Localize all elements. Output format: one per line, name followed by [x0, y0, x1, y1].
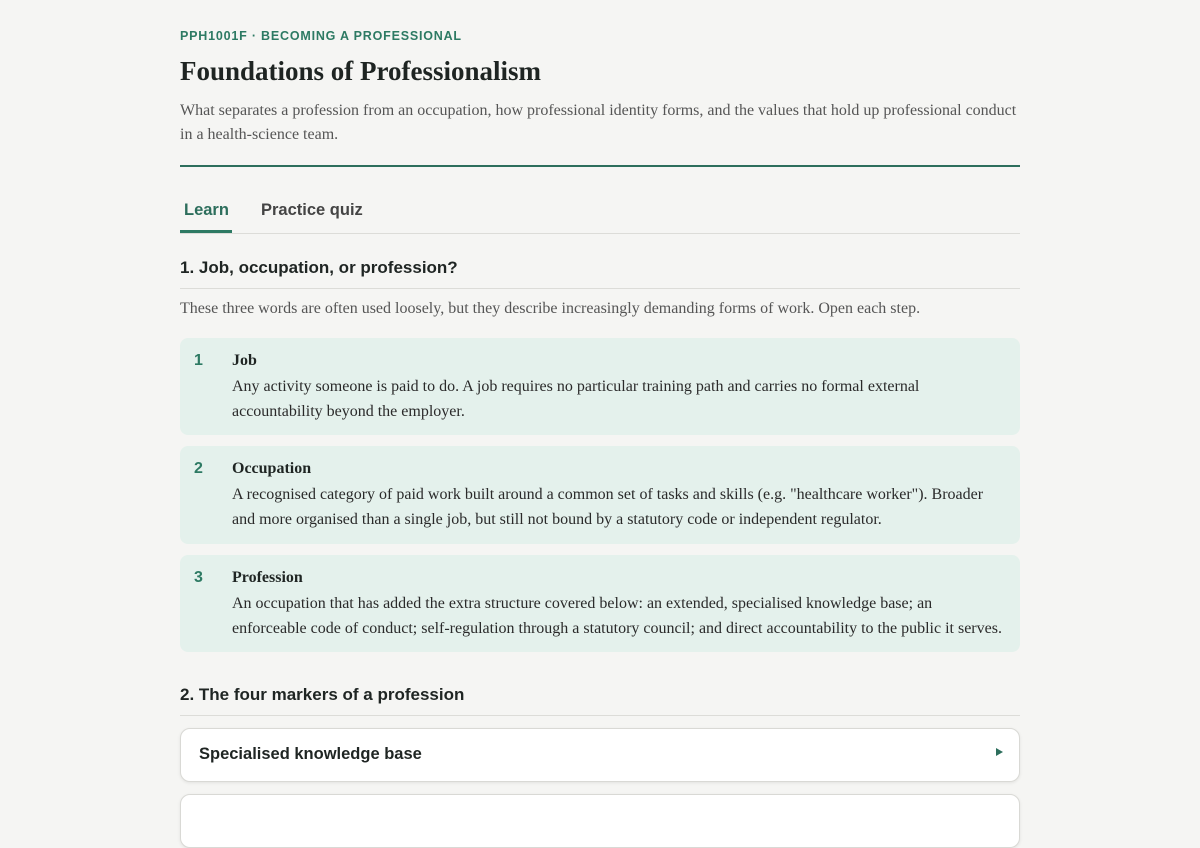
section-heading-four-markers: 2. The four markers of a profession — [180, 685, 1020, 716]
accordion-specialised-knowledge-base[interactable] — [180, 728, 1020, 782]
step-number: 1 — [194, 352, 203, 369]
step-title: Occupation — [232, 460, 312, 477]
step-card-occupation[interactable] — [180, 446, 1020, 544]
section-intro: These three words are often used loosely, but they describe increasingly demanding forms of work. Open each step. — [180, 300, 921, 317]
step-body: A recognised category of paid work built around a common set of tasks and skills (e.g. "healthcare worker"). Broader and more organised than a single job, but still not bound by a statutory code or independent regulator. — [232, 486, 984, 528]
step-title: Job — [232, 352, 257, 369]
section-heading-job-occupation-profession: 1. Job, occupation, or profession? — [180, 258, 1020, 289]
tab-bar — [180, 190, 1020, 234]
step-number: 3 — [194, 569, 203, 586]
step-card-profession[interactable] — [180, 555, 1020, 652]
step-body: Any activity someone is paid to do. A job requires no particular training path and carries no formal external accountability beyond the employer. — [232, 378, 920, 420]
accordion-marker-2[interactable] — [180, 794, 1020, 848]
step-title: Profession — [232, 569, 303, 586]
course-code-eyebrow: PPH1001F · BECOMING A PROFESSIONAL — [180, 29, 462, 43]
tab-practice-quiz[interactable]: Practice quiz — [261, 201, 363, 219]
step-body: An occupation that has added the extra structure covered below: an extended, specialised knowledge base; an enforceable code of conduct; self-regulation through a statutory council; and direct accountability to the public it serves. — [232, 595, 1002, 637]
step-number: 2 — [194, 460, 203, 477]
accordion-label: Specialised knowledge base — [199, 745, 422, 763]
header-divider — [180, 165, 1020, 167]
page-subtitle: What separates a profession from an occupation, how professional identity forms, and the values that hold up professional conduct in a health-science team. — [180, 102, 1017, 143]
tab-learn[interactable]: Learn — [180, 190, 232, 233]
step-card-job[interactable] — [180, 338, 1020, 435]
chevron-right-icon — [996, 748, 1003, 756]
page-title: Foundations of Professionalism — [180, 56, 542, 86]
